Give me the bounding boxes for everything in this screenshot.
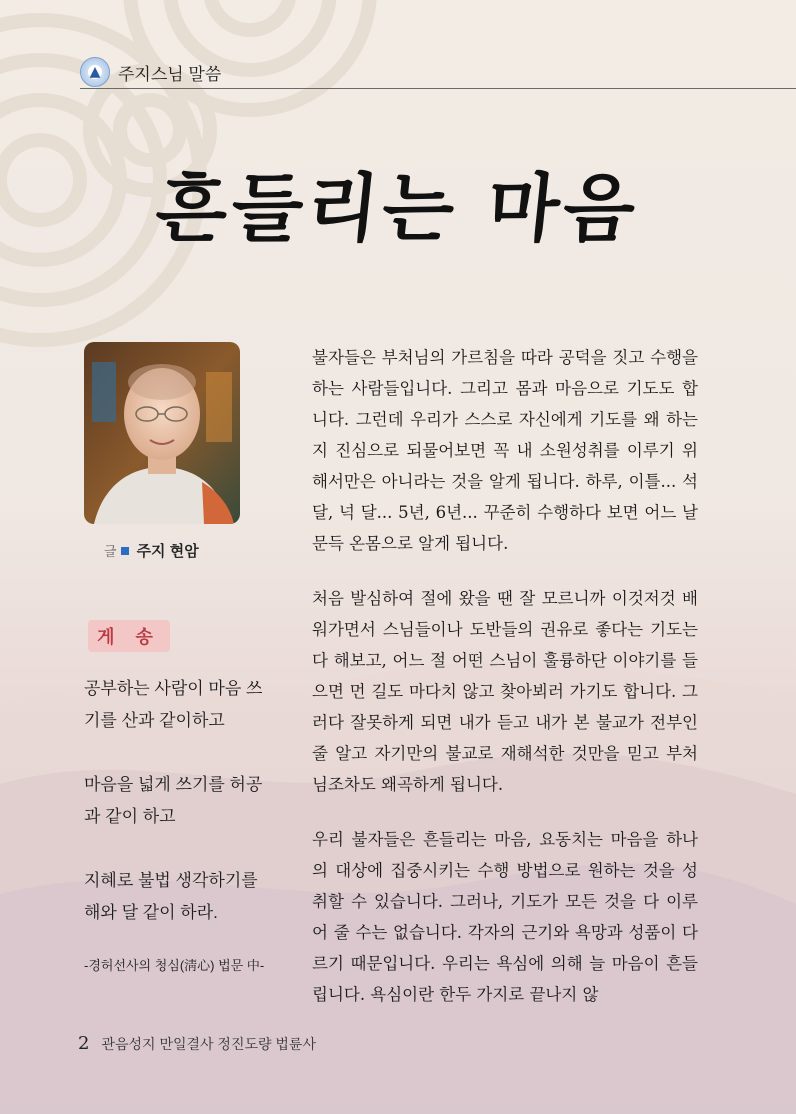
page-title: 흔들리는 마음 bbox=[151, 166, 644, 252]
square-bullet-icon bbox=[121, 547, 129, 555]
article-body bbox=[312, 342, 698, 1034]
article-paragraph: 우리 불자들은 흔들리는 마음, 요동치는 마음을 하나의 대상에 집중시키는 수행 방법으로 원하는 것을 성취할 수 있습니다. 그러나, 기도가 모든 것을 다 이루어 줄 수는 없습니다. 각자의 근기와 욕망과 성품이 다르기 때문입니다. 우리는 욕심에 의해 늘 마음이 흔들립니다. 욕심이란 한두 가지로 끝나지 않 bbox=[312, 830, 698, 1004]
author-credit bbox=[104, 540, 199, 561]
gatha-line: 마음을 넓게 쓰기를 허공과 같이 하고 bbox=[84, 775, 263, 826]
article-paragraph: 불자들은 부처님의 가르침을 따라 공덕을 짓고 수행을 하는 사람들입니다. 그리고 몸과 마음으로 기도도 합니다. 그런데 우리가 스스로 자신에게 기도를 왜 하는지 진심으로 되물어보면 꼭 내 소원성취를 이루기 위해서만은 아니라는 것을 알게 됩니다. 하루, 이틀... 석 달, 넉 달... 5년, 6년... 꾸준히 수행하다 보면 어느 날 문득 온몸으로 알게 됩니다. bbox=[312, 348, 698, 553]
author-name: 주지 현암 bbox=[136, 543, 199, 560]
gatha-label-badge: 게 송 bbox=[88, 620, 170, 652]
author-prefix: 글 bbox=[104, 544, 117, 559]
section-label: 주지스님 말씀 bbox=[118, 64, 222, 84]
section-header bbox=[80, 56, 796, 89]
publication-name: 관음성지 만일결사 정진도량 법륜사 bbox=[101, 1036, 316, 1052]
gatha-source: -경허선사의 청심(淸心) 법문 中- bbox=[84, 958, 265, 973]
page-number: 2 bbox=[78, 1033, 90, 1054]
author-photo bbox=[84, 342, 240, 524]
gatha-line: 지혜로 불법 생각하기를 해와 달 같이 하라. bbox=[84, 871, 258, 922]
article-paragraph: 처음 발심하여 절에 왔을 땐 잘 모르니까 이것저것 배워가면서 스님들이나 도반들의 권유로 좋다는 기도는 다 해보고, 어느 절 어떤 스님이 훌륭하단 이야기를 들으면 먼 길도 마다치 않고 찾아뵈러 가기도 합니다. 그러다 잘못하게 되면 내가 듣고 내가 본 불교가 전부인 줄 알고 자기만의 불교로 재해석한 것만을 믿고 부처님조차도 왜곡하게 됩니다. bbox=[312, 589, 698, 794]
temple-emblem-icon: ▲ bbox=[80, 57, 110, 87]
page-footer bbox=[78, 1033, 316, 1054]
gatha-verse bbox=[84, 673, 274, 961]
gatha-line: 공부하는 사람이 마음 쓰기를 산과 같이하고 bbox=[84, 679, 263, 730]
